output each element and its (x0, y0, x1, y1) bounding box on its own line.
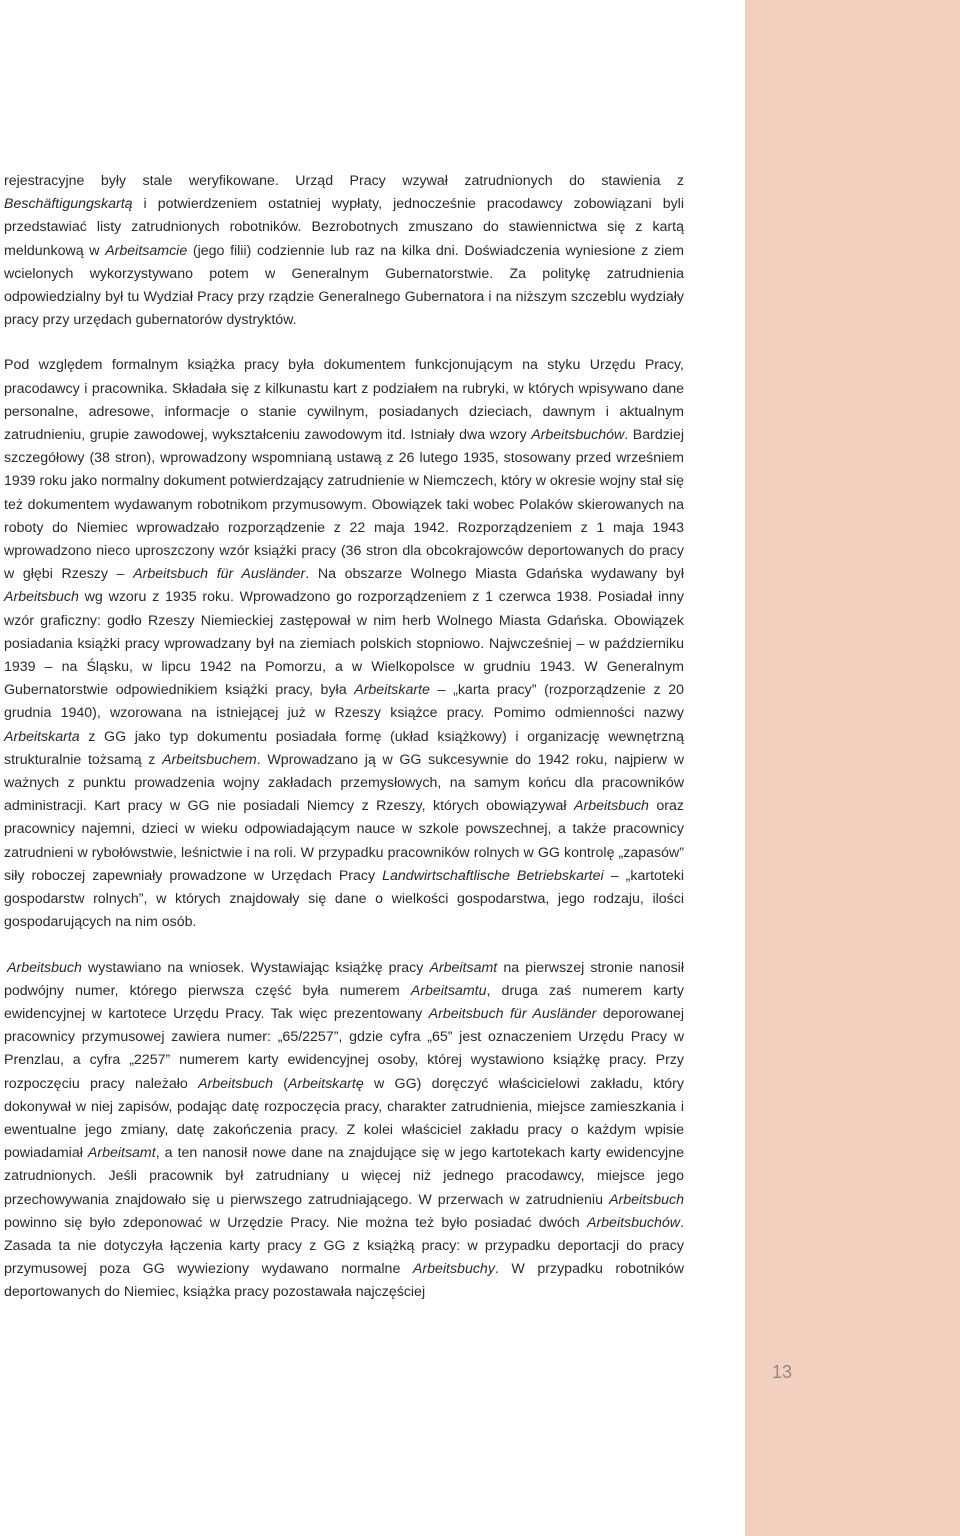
italic-term: Arbeitsamcie (105, 242, 188, 259)
text-run: wystawiano na wniosek. Wystawiając książkę pracy (81, 959, 430, 976)
italic-term: Beschäftigungskartą (4, 196, 133, 213)
text-run: wg wzoru z 1935 roku. Wprowadzono go rozporządzeniem z 1 czerwca 1938. Posiadał inny wzór graficzny: godło Rzeszy Niemieckiej zastępował w nim herb Wolnego Miasta Gdańska. Obowiązek posiadania książki pracy wprowadzany był na ziemiach polskich stopniowo. Najwcześniej – w październiku 1939 – na Śląsku, w lipcu 1942 na Pomorzu, a w Wielkopolsce w grudniu 1943. W Generalnym Gubernatorstwie odpowiednikiem książki pracy, była (4, 589, 684, 699)
italic-term: Arbeitsbuchy (412, 1261, 495, 1278)
text-run: powinno się było zdeponować w Urzędzie Pracy. Nie można też było posiadać dwóch (4, 1214, 587, 1231)
text-run: . W przypadku robotników deportowanych do Niemiec, książka pracy pozostawała najczęściej (4, 1261, 684, 1301)
text-run: , a ten nanosił nowe dane na znajdujące się w jego kartotekach karty ewidencyjne zatrudnionych. Jeśli pracownik był zatrudniany u więcej niż jednego pracodawcy, miejsce jego przechowywania znajdowało się u pierwszego zatrudniającego. W przerwach w zatrudnieniu (4, 1145, 684, 1208)
italic-term: Arbeitskarta (4, 728, 80, 745)
italic-term: Arbeitsamt (429, 959, 498, 976)
italic-term: Arbeitsbuch (574, 798, 649, 815)
italic-term: Arbeitsbuch (198, 1075, 274, 1092)
italic-term: Arbeitsbuch für Ausländer (428, 1005, 597, 1022)
italic-term: Arbeitsbuchów (531, 427, 625, 444)
italic-term: Arbeitsamt (87, 1145, 156, 1162)
body-text (4, 170, 684, 1305)
text-run: i potwierdzeniem ostatniej wypłaty, jednocześnie pracodawcy zobowiązani byli przedstawiać listy zatrudnionych robotników. Bezrobotnych zmuszano do stawiennictwa się z kartą meldunkową w (4, 196, 684, 259)
italic-term: Landwirtschaftlische Betriebskartei (382, 867, 604, 884)
side-accent-band (745, 0, 960, 1536)
italic-term: Arbeitskartę (288, 1075, 364, 1092)
text-run: . Bardziej szczegółowy (38 stron), wprowadzony wspomnianą ustawą z 26 lutego 1935, stosowany przed wrześniem 1939 roku jako normalny dokument potwierdzający zatrudnienie w Niemczech, który w okresie wojny stał się też dokumentem wydawanym robotnikom przymusowym. Obowiązek taki wobec Polaków skierowanych na roboty do Niemiec wprowadzało rozporządzenie z 22 maja 1942. Rozporządzeniem z 1 maja 1943 wprowadzono nieco uproszczony wzór książki pracy (36 stron dla obcokrajowców deportowanych do pracy w głębi Rzeszy – (4, 427, 684, 583)
text-run: . Wprowadzano ją w GG sukcesywnie do 1942 roku, najpierw w ważnych z punktu prowadzenia wojny zakładach przemysłowych, na samym końcu dla pracowników administracji. Kart pracy w GG nie posiadali Niemcy z Rzeszy, których obowiązywał (4, 751, 684, 815)
italic-term: Arbeitskarte (354, 682, 430, 699)
text-run: – „karta pracy” (rozporządzenie z 20 grudnia 1940), wzorowana na istniejącej już w Rzeszy książce pracy. Pomimo odmienności nazwy (4, 682, 684, 722)
text-run: deporowanej pracownicy przymusowej zawiera numer: „65/2257”, gdzie cyfra „65” jest oznaczeniem Urzędu Pracy w Prenzlau, a cyfra „2257” numerem karty ewidencyjnej osoby, której wystawiono książkę pracy. Przy rozpoczęciu pracy należało (4, 1005, 684, 1092)
italic-term: Arbeitsamtu (410, 982, 487, 999)
text-run: ( (273, 1075, 289, 1092)
text-run: – „kartoteki gospodarstw rolnych”, w których znajdowały się dane o wielkości gospodarstwa, jego rodzaju, ilości gospodarujących na nim osób. (4, 867, 684, 931)
text-run: Pod względem formalnym książka pracy była dokumentem funkcjonującym na styku Urzędu Pracy, pracodawcy i pracownika. Składała się z kilkunastu kart z podziałem na rubryki, w których wpisywano dane personalne, adresowe, informacje o stanie cywilnym, posiadanych dzieciach, dawnym i aktualnym zatrudnieniu, grupie zawodowej, wykształceniu zawodowym itd. Istniały dwa wzory (4, 357, 684, 444)
text-run: , druga zaś numerem karty ewidencyjnej w kartotece Urzędu Pracy. Tak więc prezentowany (4, 982, 684, 1022)
italic-term: Arbeitsbuchem (162, 751, 257, 768)
text-run: na pierwszej stronie nanosił podwójny numer, którego pierwsza część była numerem (4, 959, 684, 999)
text-run: (jego filii) codziennie lub raz na kilka dni. Doświadczenia wyniesione z ziem wcielonych wykorzystywano potem w Generalnym Gubernatorstwie. Za politykę zatrudnienia odpowiedzialny był tu Wydział Pracy przy rządzie Generalnego Gubernatora i na niższym szczeblu wydziały pracy przy urzędach gubernatorów dystryktów. (4, 242, 684, 329)
paragraph-1 (4, 170, 684, 332)
italic-term: Arbeitsbuch (7, 959, 82, 976)
italic-term: Arbeitsbuch (609, 1191, 684, 1208)
text-run: . Na obszarze Wolnego Miasta Gdańska wydawany był (305, 566, 684, 583)
italic-term: Arbeitsbuchów (586, 1214, 681, 1231)
text-run: z GG jako typ dokumentu posiadała formę (układ książkowy) i organizację wewnętrzną strukturalnie tożsamą z (4, 728, 684, 768)
paragraph-3 (4, 957, 684, 1305)
italic-term: Arbeitsbuch für Ausländer (133, 566, 306, 583)
paragraph-2 (4, 354, 684, 934)
page-number: 13 (772, 1362, 793, 1382)
text-run: rejestracyjne były stale weryfikowane. Urząd Pracy wzywał zatrudnionych do stawienia z (4, 173, 684, 189)
text-run: . Zasada ta nie dotyczyła łączenia karty pracy z GG z książką pracy: w przypadku deportacji do pracy przymusowej poza GG wywieziony wydawano normalne (4, 1214, 684, 1278)
italic-term: Arbeitsbuch (4, 589, 79, 606)
text-run: w GG) doręczyć właścicielowi zakładu, który dokonywał w niej zapisów, podając datę rozpoczęcia pracy, charakter zatrudnienia, miejsce zamieszkania i ewentualne jego zmiany, datę zakończenia pracy. Z kolei właściciel zakładu pracy o każdym wpisie powiadamiał (4, 1075, 685, 1162)
text-run: oraz pracownicy najemni, dzieci w wieku odpowiadającym nauce w szkole powszechnej, a także pracownicy zatrudnieni w rybołówstwie, leśnictwie i na roli. W przypadku pracowników rolnych w GG kontrolę „zapasów” siły roboczej zapewniały prowadzone w Urzędach Pracy (4, 798, 684, 884)
